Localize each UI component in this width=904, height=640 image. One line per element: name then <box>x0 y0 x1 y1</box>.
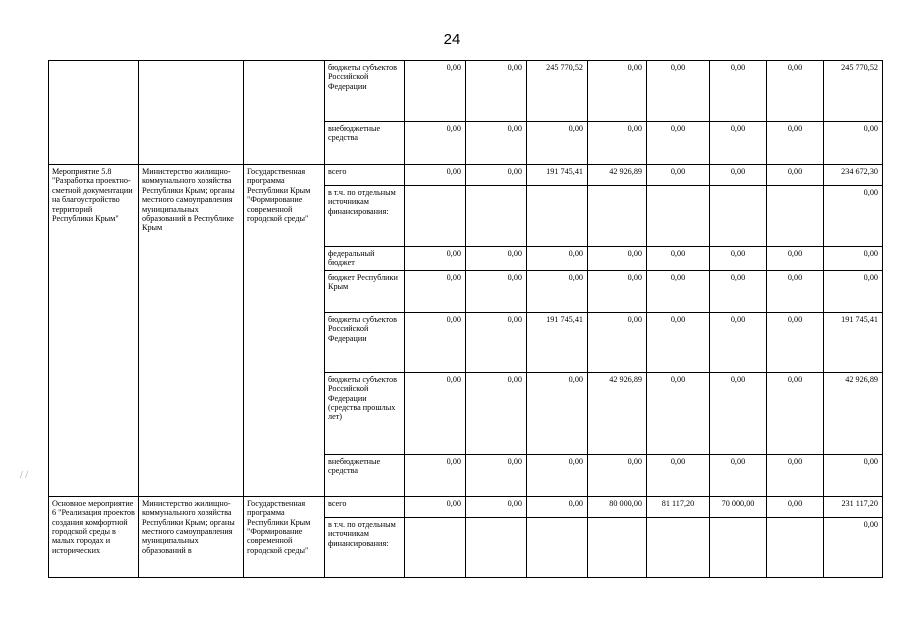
value-cell <box>710 517 767 577</box>
value-cell <box>710 186 767 247</box>
value-cell: 42 926,89 <box>588 165 647 186</box>
margin-mark: / / <box>20 470 29 481</box>
value-cell: 0,00 <box>767 270 824 312</box>
value-cell: 0,00 <box>824 270 883 312</box>
value-cell <box>588 186 647 247</box>
value-cell: 0,00 <box>710 122 767 165</box>
value-cell <box>647 517 710 577</box>
value-cell: 231 117,20 <box>824 496 883 517</box>
value-cell: 0,00 <box>588 247 647 271</box>
measure-program-cell: Государственная программа Республики Крым "Формирование современной городской среды" <box>244 165 325 497</box>
value-cell: 0,00 <box>824 517 883 577</box>
table-body <box>49 61 883 578</box>
funding-source-cell: бюджеты субъектов Российской Федерации <box>325 312 405 372</box>
funding-source-cell: бюджет Республики Крым <box>325 270 405 312</box>
measure-executor-cell: Министерство жилищно-коммунального хозяйства Республики Крым; органы местного самоуправления муниципальных образований в Республике Крым <box>139 165 244 497</box>
funding-source-cell: в т.ч. по отдельным источникам финансирования: <box>325 186 405 247</box>
measure-name-cell: Основное мероприятие 6 "Реализация проектов создания комфортной городской среды в малых городах и исторических <box>49 496 139 577</box>
value-cell: 0,00 <box>588 312 647 372</box>
funding-source-cell: в т.ч. по отдельным источникам финансирования: <box>325 517 405 577</box>
value-cell: 0,00 <box>647 122 710 165</box>
value-cell: 245 770,52 <box>527 61 588 122</box>
value-cell: 0,00 <box>466 61 527 122</box>
value-cell: 0,00 <box>588 122 647 165</box>
page-number: 24 <box>443 31 461 48</box>
value-cell: 81 117,20 <box>647 496 710 517</box>
value-cell: 0,00 <box>767 122 824 165</box>
value-cell: 0,00 <box>767 312 824 372</box>
value-cell: 0,00 <box>405 496 466 517</box>
value-cell: 0,00 <box>647 270 710 312</box>
measure-program-cell <box>244 61 325 165</box>
value-cell: 0,00 <box>647 454 710 496</box>
value-cell: 0,00 <box>527 372 588 454</box>
value-cell: 0,00 <box>466 454 527 496</box>
value-cell: 0,00 <box>405 61 466 122</box>
value-cell: 70 000,00 <box>710 496 767 517</box>
value-cell: 0,00 <box>824 454 883 496</box>
value-cell: 0,00 <box>466 165 527 186</box>
funding-source-cell: внебюджетные средства <box>325 454 405 496</box>
value-cell: 0,00 <box>710 312 767 372</box>
value-cell: 0,00 <box>824 122 883 165</box>
value-cell: 0,00 <box>466 372 527 454</box>
value-cell: 0,00 <box>824 247 883 271</box>
value-cell: 0,00 <box>588 270 647 312</box>
value-cell: 0,00 <box>527 454 588 496</box>
value-cell: 0,00 <box>466 496 527 517</box>
value-cell: 0,00 <box>647 61 710 122</box>
measure-program-cell: Государственная программа Республики Крым "Формирование современной городской среды" <box>244 496 325 577</box>
value-cell: 0,00 <box>588 454 647 496</box>
value-cell: 0,00 <box>527 496 588 517</box>
funding-source-cell: всего <box>325 165 405 186</box>
value-cell: 0,00 <box>710 372 767 454</box>
table-row <box>49 165 883 186</box>
value-cell: 0,00 <box>710 270 767 312</box>
value-cell: 0,00 <box>647 372 710 454</box>
value-cell: 42 926,89 <box>824 372 883 454</box>
funding-source-cell: внебюджетные средства <box>325 122 405 165</box>
measure-executor-cell <box>139 61 244 165</box>
value-cell: 245 770,52 <box>824 61 883 122</box>
value-cell: 0,00 <box>405 165 466 186</box>
measure-executor-cell: Министерство жилищно-коммунального хозяйства Республики Крым; органы местного самоуправления муниципальных образований в <box>139 496 244 577</box>
value-cell: 0,00 <box>405 312 466 372</box>
value-cell: 0,00 <box>647 165 710 186</box>
value-cell: 0,00 <box>466 122 527 165</box>
value-cell: 0,00 <box>710 454 767 496</box>
value-cell: 0,00 <box>405 372 466 454</box>
value-cell: 0,00 <box>767 61 824 122</box>
value-cell: 191 745,41 <box>824 312 883 372</box>
value-cell <box>527 186 588 247</box>
value-cell: 0,00 <box>466 270 527 312</box>
value-cell: 0,00 <box>767 372 824 454</box>
value-cell: 80 000,00 <box>588 496 647 517</box>
value-cell: 0,00 <box>527 122 588 165</box>
value-cell: 0,00 <box>767 165 824 186</box>
value-cell: 0,00 <box>710 165 767 186</box>
value-cell: 0,00 <box>647 312 710 372</box>
value-cell: 0,00 <box>405 454 466 496</box>
value-cell: 0,00 <box>710 247 767 271</box>
value-cell: 0,00 <box>824 186 883 247</box>
value-cell <box>588 517 647 577</box>
value-cell: 0,00 <box>710 61 767 122</box>
value-cell: 191 745,41 <box>527 165 588 186</box>
measure-name-cell: Мероприятие 5.8 "Разработка проектно-сметной документации на благоустройство территорий Республики Крым" <box>49 165 139 497</box>
value-cell <box>767 517 824 577</box>
value-cell: 0,00 <box>527 270 588 312</box>
value-cell <box>647 186 710 247</box>
value-cell <box>767 186 824 247</box>
value-cell: 0,00 <box>405 122 466 165</box>
budget-table <box>48 60 883 578</box>
value-cell: 0,00 <box>466 312 527 372</box>
value-cell: 0,00 <box>767 454 824 496</box>
value-cell: 0,00 <box>527 247 588 271</box>
funding-source-cell: федеральный бюджет <box>325 247 405 271</box>
funding-source-cell: бюджеты субъектов Российской Федерации (средства прошлых лет) <box>325 372 405 454</box>
value-cell <box>405 517 466 577</box>
value-cell: 0,00 <box>767 496 824 517</box>
value-cell: 0,00 <box>767 247 824 271</box>
value-cell: 0,00 <box>588 61 647 122</box>
value-cell <box>527 517 588 577</box>
funding-source-cell: всего <box>325 496 405 517</box>
value-cell <box>466 517 527 577</box>
table-row <box>49 61 883 122</box>
value-cell <box>466 186 527 247</box>
measure-name-cell <box>49 61 139 165</box>
table-row <box>49 496 883 517</box>
value-cell: 0,00 <box>405 270 466 312</box>
value-cell: 0,00 <box>647 247 710 271</box>
funding-source-cell: бюджеты субъектов Российской Федерации <box>325 61 405 122</box>
value-cell: 42 926,89 <box>588 372 647 454</box>
value-cell: 191 745,41 <box>527 312 588 372</box>
value-cell <box>405 186 466 247</box>
value-cell: 0,00 <box>405 247 466 271</box>
value-cell: 234 672,30 <box>824 165 883 186</box>
value-cell: 0,00 <box>466 247 527 271</box>
